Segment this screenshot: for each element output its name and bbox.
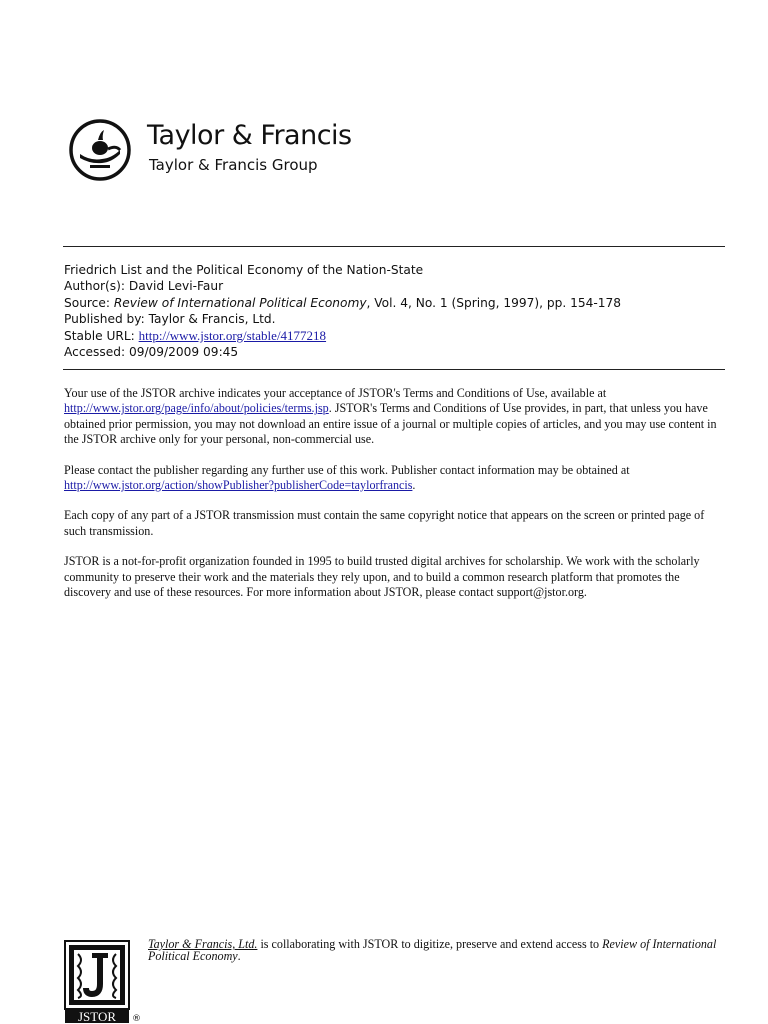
publisher-logo bbox=[64, 114, 384, 186]
terms-link[interactable]: http://www.jstor.org/page/info/about/policies/terms.jsp bbox=[64, 401, 329, 416]
stable-url-link[interactable]: http://www.jstor.org/stable/4177218 bbox=[138, 327, 327, 343]
top-divider bbox=[63, 246, 725, 247]
stable-url-line: Stable URL: http://www.jstor.org/stable/4177218 bbox=[64, 327, 327, 343]
lamp-logo-icon bbox=[68, 118, 132, 182]
footer-publisher-link[interactable]: Taylor & Francis, Ltd. bbox=[148, 937, 258, 951]
article-title: Friedrich List and the Political Economy of the Nation-State bbox=[64, 263, 424, 277]
middle-divider bbox=[63, 369, 725, 370]
author-name: David Levi-Faur bbox=[128, 279, 224, 294]
terms-paragraph-4: JSTOR is a not-for-profit organization founded in 1995 to build trusted digital archives for scholarship. We work with the scholarly community to preserve their work and the materials they rely upon, and to build a common research platform that promotes the discovery and use of these resources. For more information about JSTOR, please contact support@jstor.org. bbox=[64, 554, 700, 600]
terms-paragraph-2: Please contact the publisher regarding any further use of this work. Publisher contact information may be obtained at http://www.jstor.org/action/showPublisher?publisherCode=taylorfrancis. bbox=[64, 462, 630, 493]
publisher-group: Taylor & Francis Group bbox=[149, 156, 318, 174]
journal-name: Review of International Political Economy bbox=[113, 295, 367, 310]
published-line: Published by: Taylor & Francis, Ltd. bbox=[64, 312, 276, 327]
jstor-logo-icon bbox=[64, 940, 132, 1024]
registered-mark: ® bbox=[132, 1014, 141, 1024]
footer bbox=[64, 938, 754, 1024]
terms-paragraph-1: Your use of the JSTOR archive indicates your acceptance of JSTOR's Terms and Conditions of Use, available at http://www.jstor.org/page/info/about/policies/terms.jsp. JSTOR's Terms and Conditions of Use provides, in part, that unless you have obtained prior permission, you may not download an entire issue of a journal or multiple copies of articles, and you may use content in the JSTOR archive only for your personal, non-commercial use. bbox=[64, 386, 717, 447]
authors-line: Author(s): David Levi-Faur bbox=[64, 279, 224, 294]
terms-body bbox=[64, 386, 724, 615]
publisher-name: Taylor & Francis bbox=[147, 120, 352, 151]
citation-block bbox=[64, 262, 734, 360]
accessed-line: Accessed: 09/09/2009 09:45 bbox=[64, 345, 239, 360]
source-line: Source: Review of International Political Economy, Vol. 4, No. 1 (Spring, 1997), pp. 154-178 bbox=[64, 295, 622, 310]
terms-paragraph-3: Each copy of any part of a JSTOR transmission must contain the same copyright notice that appears on the screen or printed page of such transmission. bbox=[64, 508, 705, 538]
publisher-contact-link[interactable]: http://www.jstor.org/action/showPublisher?publisherCode=taylorfrancis bbox=[64, 478, 413, 493]
footer-notice: Taylor & Francis, Ltd. is collaborating with JSTOR to digitize, preserve and extend access to Review of International Political Economy. bbox=[148, 937, 717, 963]
jstor-logo-text: JSTOR bbox=[77, 1009, 117, 1024]
footer-journal: Review of International Political Economy bbox=[148, 937, 717, 963]
